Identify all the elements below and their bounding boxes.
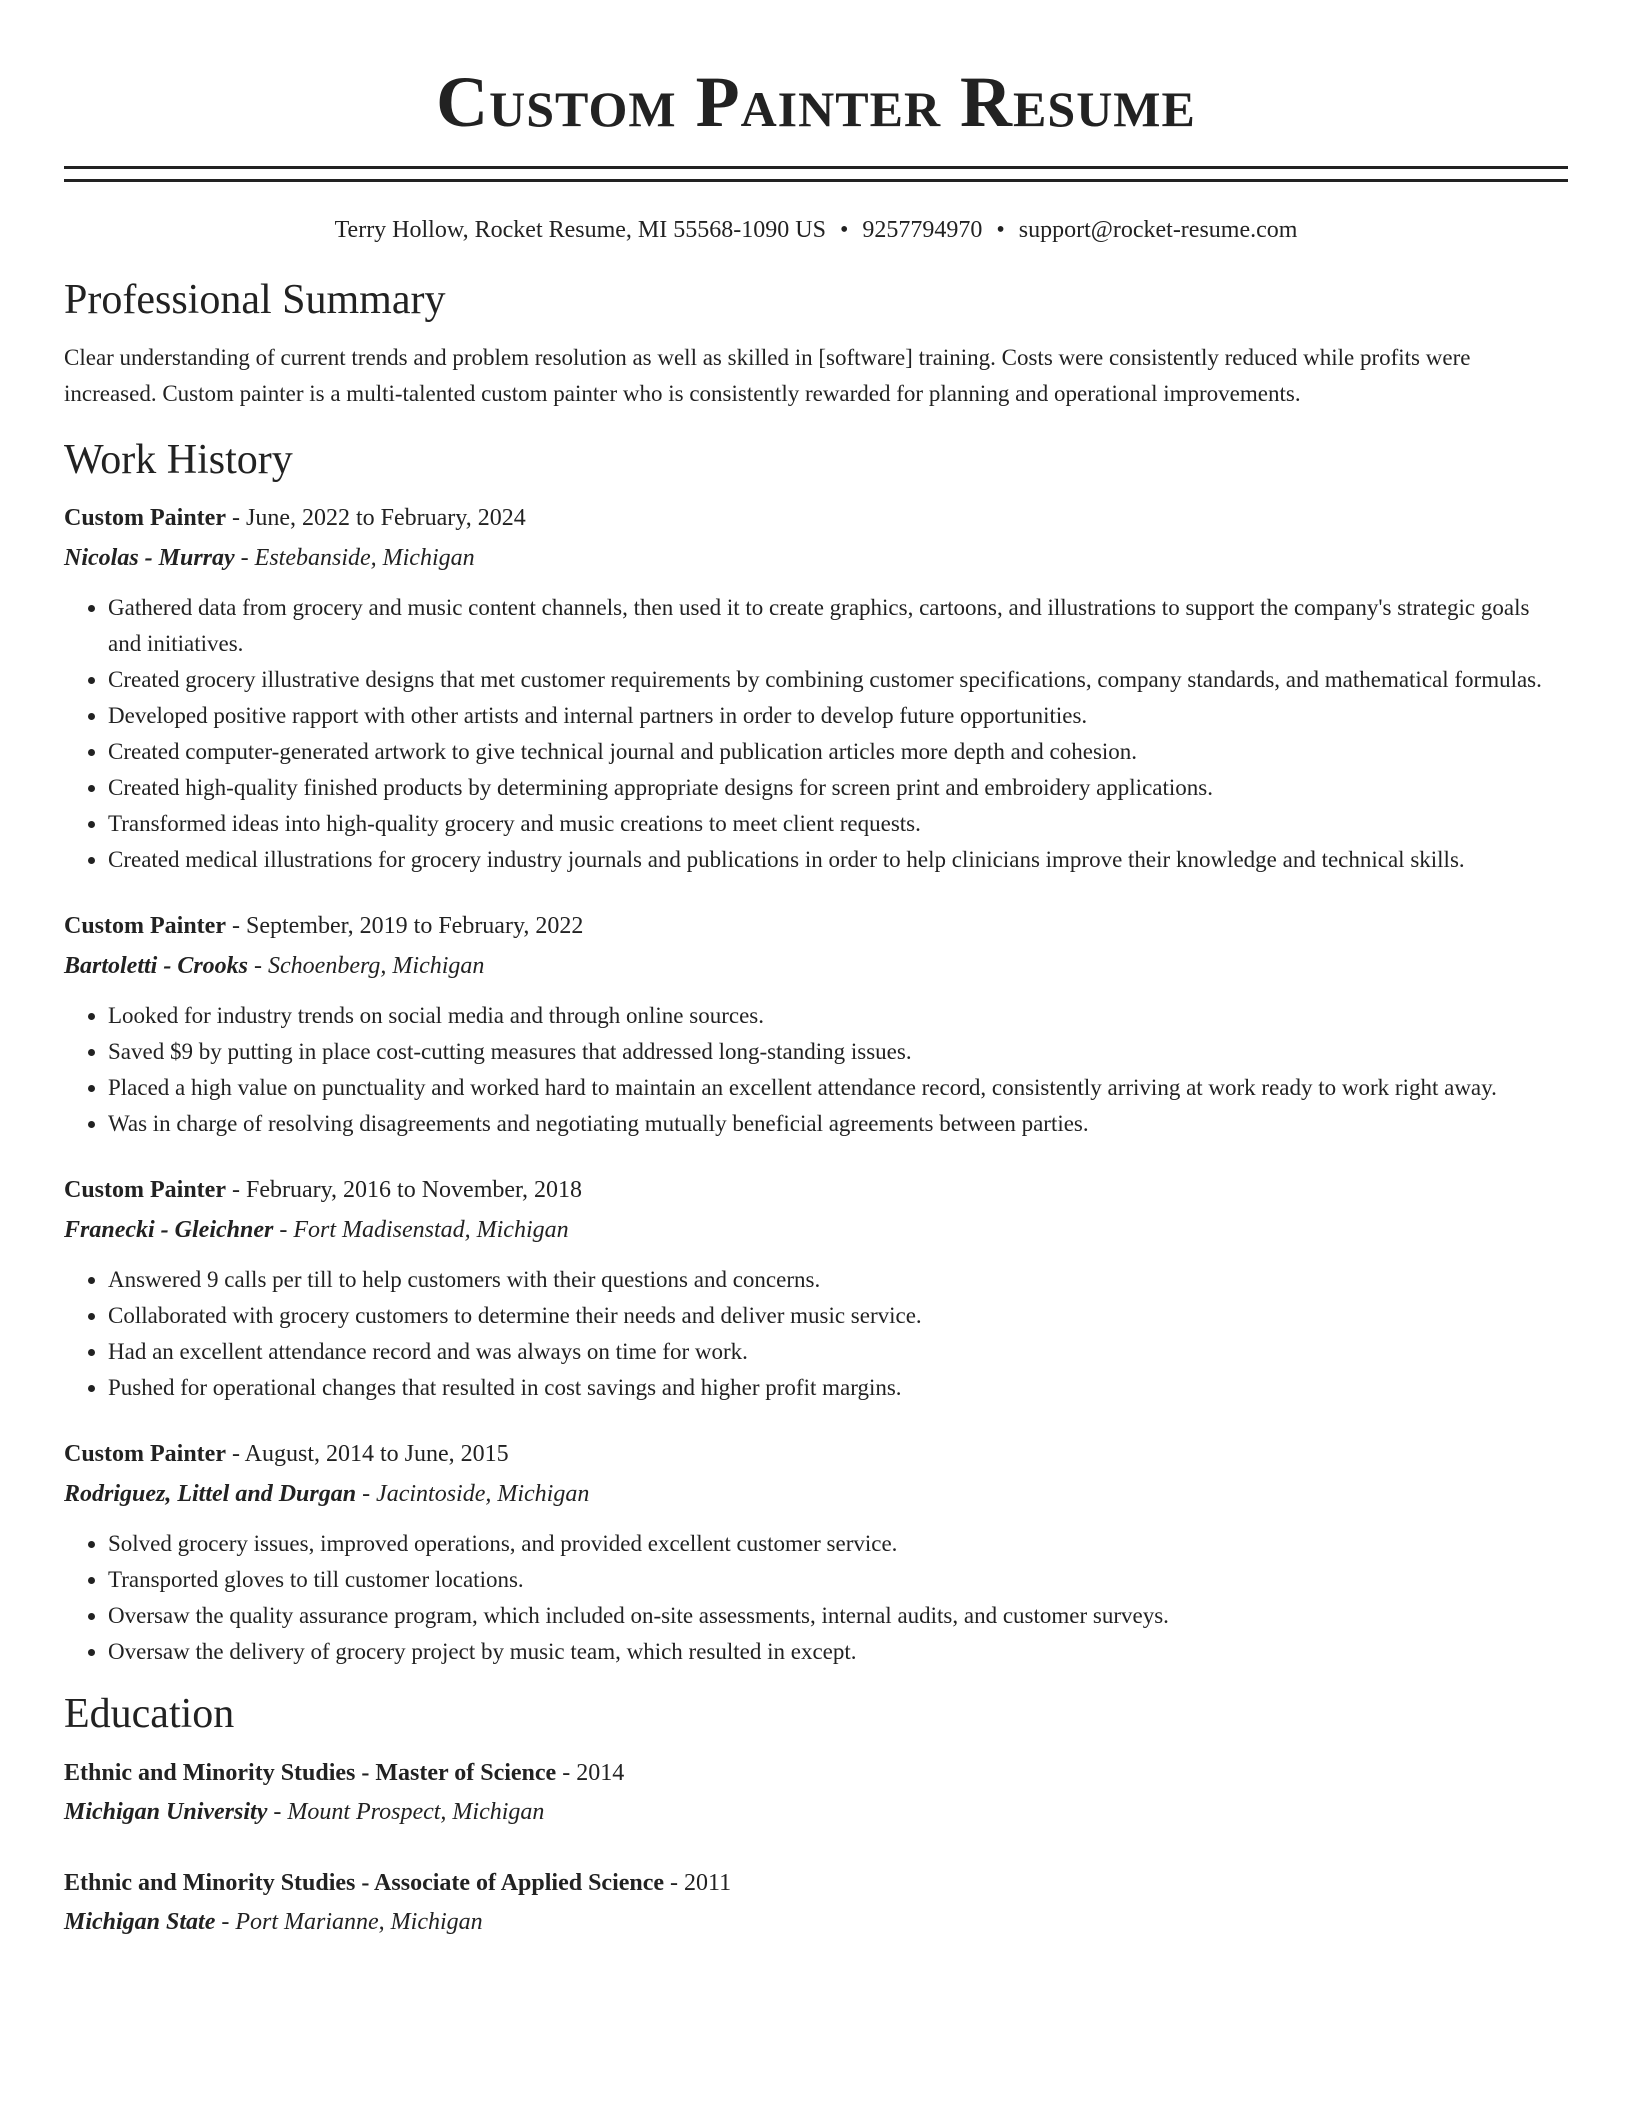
job-bullet: • Gathered data from grocery and music content channels, then used it to create graphics, cartoons, and illustrations to support the company's strategic goals and initiatives. <box>108 590 1568 662</box>
job-dates: - August, 2014 to June, 2015 <box>225 1441 509 1467</box>
job-header <box>64 1434 1568 1474</box>
education-school-line <box>64 1793 1568 1832</box>
resume-page <box>64 0 1568 1942</box>
job-bullet: • Pushed for operational changes that resulted in cost savings and higher profit margins. <box>108 1370 1568 1406</box>
job-employer: Bartoletti - Crooks <box>64 953 249 979</box>
contact-email: support@rocket-resume.com <box>1018 217 1298 243</box>
job-bullet: • Oversaw the quality assurance program, which included on-site assessments, internal audits, and customer surveys. <box>108 1598 1568 1634</box>
job-header <box>64 1170 1568 1210</box>
job-bullet: • Created computer-generated artwork to give technical journal and publication articles more depth and cohesion. <box>108 734 1568 770</box>
education-school-line <box>64 1903 1568 1942</box>
job-entry <box>64 906 1568 1142</box>
job-bullet: • Looked for industry trends on social media and through online sources. <box>108 998 1568 1034</box>
job-header <box>64 906 1568 946</box>
job-bullet: • Answered 9 calls per till to help customers with their questions and concerns. <box>108 1262 1568 1298</box>
job-dates: - June, 2022 to February, 2024 <box>225 505 526 531</box>
section-heading-work-history: Work History <box>64 437 293 483</box>
summary-text: Clear understanding of current trends and problem resolution as well as skilled in [software] training. Costs were consistently reduced while profits were increased. Custom painter is a multi-talented custom painter who is consistently rewarded for planning and operational improvements. <box>64 345 1471 406</box>
job-title: Custom Painter <box>64 913 226 939</box>
job-employer-line <box>64 1210 1568 1250</box>
education-degree: Ethnic and Minority Studies - Master of Science <box>64 1760 557 1786</box>
job-bullet: • Saved $9 by putting in place cost-cutting measures that addressed long-standing issues. <box>108 1034 1568 1070</box>
contact-separator: • <box>839 217 849 243</box>
job-employer: Nicolas - Murray <box>64 545 235 571</box>
contact-line <box>64 212 1568 248</box>
job-bullet: • Created grocery illustrative designs that met customer requirements by combining customer specifications, company standards, and mathematical formulas. <box>108 662 1568 698</box>
job-bullet: • Transported gloves to till customer locations. <box>108 1562 1568 1598</box>
job-dates: - February, 2016 to November, 2018 <box>225 1177 583 1203</box>
education-location: - Mount Prospect, Michigan <box>267 1799 545 1825</box>
job-employer-line <box>64 1474 1568 1514</box>
education-year: - 2014 <box>556 1760 625 1786</box>
job-entry <box>64 1170 1568 1406</box>
job-bullets <box>64 1262 1568 1406</box>
education-entry <box>64 1864 1568 1942</box>
education-header <box>64 1864 1568 1903</box>
section-heading-summary: Professional Summary <box>64 277 446 323</box>
job-location: - Jacintoside, Michigan <box>356 1481 590 1507</box>
job-employer: Franecki - Gleichner <box>64 1217 274 1243</box>
job-bullets <box>64 998 1568 1142</box>
education-year: - 2011 <box>664 1870 732 1896</box>
education-header <box>64 1754 1568 1793</box>
contact-address: Terry Hollow, Rocket Resume, MI 55568-1090 US <box>334 217 826 243</box>
contact-separator: • <box>996 217 1005 243</box>
job-entry <box>64 498 1568 878</box>
education-degree: Ethnic and Minority Studies - Associate of Applied Science <box>64 1870 665 1896</box>
job-bullet: • Was in charge of resolving disagreements and negotiating mutually beneficial agreements between parties. <box>108 1106 1568 1142</box>
title-double-rule <box>64 166 1568 182</box>
job-employer: Rodriguez, Littel and Durgan <box>64 1481 357 1507</box>
job-bullet: • Placed a high value on punctuality and worked hard to maintain an excellent attendance record, consistently arriving at work ready to work right away. <box>108 1070 1568 1106</box>
education-school: Michigan University <box>64 1799 268 1825</box>
job-title: Custom Painter <box>64 1441 226 1467</box>
resume-title: Custom Painter Resume <box>436 62 1196 142</box>
job-location: - Fort Madisenstad, Michigan <box>273 1217 569 1243</box>
contact-phone: 9257794970 <box>862 217 983 243</box>
job-bullet: • Created medical illustrations for grocery industry journals and publications in order to help clinicians improve their knowledge and technical skills. <box>108 842 1568 878</box>
job-bullet: • Had an excellent attendance record and was always on time for work. <box>108 1334 1568 1370</box>
job-employer-line <box>64 946 1568 986</box>
job-title: Custom Painter <box>64 1177 226 1203</box>
job-bullet: • Collaborated with grocery customers to determine their needs and deliver music service. <box>108 1298 1568 1334</box>
work-history-list <box>64 498 1568 1670</box>
job-header <box>64 498 1568 538</box>
education-location: - Port Marianne, Michigan <box>215 1909 483 1935</box>
job-bullet: • Developed positive rapport with other artists and internal partners in order to develop future opportunities. <box>108 698 1568 734</box>
job-bullets <box>64 590 1568 878</box>
job-bullet: • Created high-quality finished products by determining appropriate designs for screen print and embroidery applications. <box>108 770 1568 806</box>
education-entry <box>64 1754 1568 1832</box>
job-bullet: • Solved grocery issues, improved operations, and provided excellent customer service. <box>108 1526 1568 1562</box>
job-entry <box>64 1434 1568 1670</box>
job-title: Custom Painter <box>64 505 226 531</box>
job-employer-line <box>64 538 1568 578</box>
job-bullets <box>64 1526 1568 1670</box>
education-school: Michigan State <box>64 1909 216 1935</box>
job-bullet: • Transformed ideas into high-quality grocery and music creations to meet client requests. <box>108 806 1568 842</box>
job-dates: - September, 2019 to February, 2022 <box>225 913 584 939</box>
job-location: - Estebanside, Michigan <box>234 545 475 571</box>
job-location: - Schoenberg, Michigan <box>248 953 485 979</box>
section-heading-education: Education <box>64 1691 235 1737</box>
job-bullet: • Oversaw the delivery of grocery project by music team, which resulted in except. <box>108 1634 1568 1670</box>
education-list <box>64 1754 1568 1942</box>
